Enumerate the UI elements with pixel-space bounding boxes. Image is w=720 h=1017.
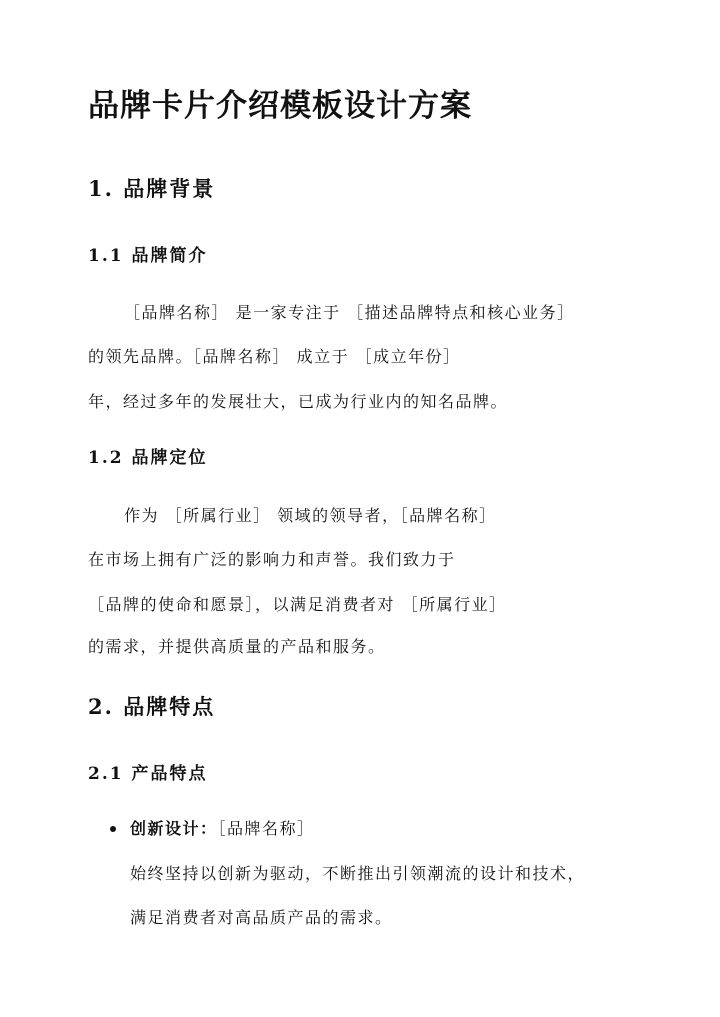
bullet-dot — [110, 826, 116, 832]
paragraph-line: 的领先品牌。［品牌名称］ 成立于 ［成立年份］ — [88, 347, 461, 366]
bullet-term: 创新设计： — [130, 819, 218, 838]
section-heading-brand-background: 1. 品牌背景 — [88, 176, 216, 201]
bullet-head-text: ［品牌名称］ — [217, 819, 315, 838]
bullet-item-head — [130, 818, 315, 840]
paragraph-line: 作为 ［所属行业］ 领域的领导者，［品牌名称］ — [124, 506, 497, 525]
document-title: 品牌卡片介绍模板设计方案 — [88, 88, 472, 124]
paragraph-line: 在市场上拥有广泛的影响力和声誉。我们致力于 — [88, 550, 456, 569]
section-heading-brand-features: 2. 品牌特点 — [88, 694, 216, 719]
bullet-item-line: 满足消费者对高品质产品的需求。 — [130, 908, 393, 927]
paragraph-line: ［品牌名称］ 是一家专注于 ［描述品牌特点和核心业务］ — [124, 303, 575, 322]
paragraph-line: 的需求，并提供高质量的产品和服务。 — [88, 637, 386, 656]
paragraph-line: 年，经过多年的发展壮大，已成为行业内的知名品牌。 — [88, 392, 509, 411]
bullet-item-line: 始终坚持以创新为驱动，不断推出引领潮流的设计和技术， — [130, 864, 586, 883]
subsection-heading-product-features: 2.1 产品特点 — [88, 764, 208, 784]
subsection-heading-brand-positioning: 1.2 品牌定位 — [88, 448, 208, 468]
paragraph-line: ［品牌的使命和愿景］，以满足消费者对 ［所属行业］ — [88, 595, 507, 614]
subsection-heading-brand-intro: 1.1 品牌简介 — [88, 246, 208, 266]
